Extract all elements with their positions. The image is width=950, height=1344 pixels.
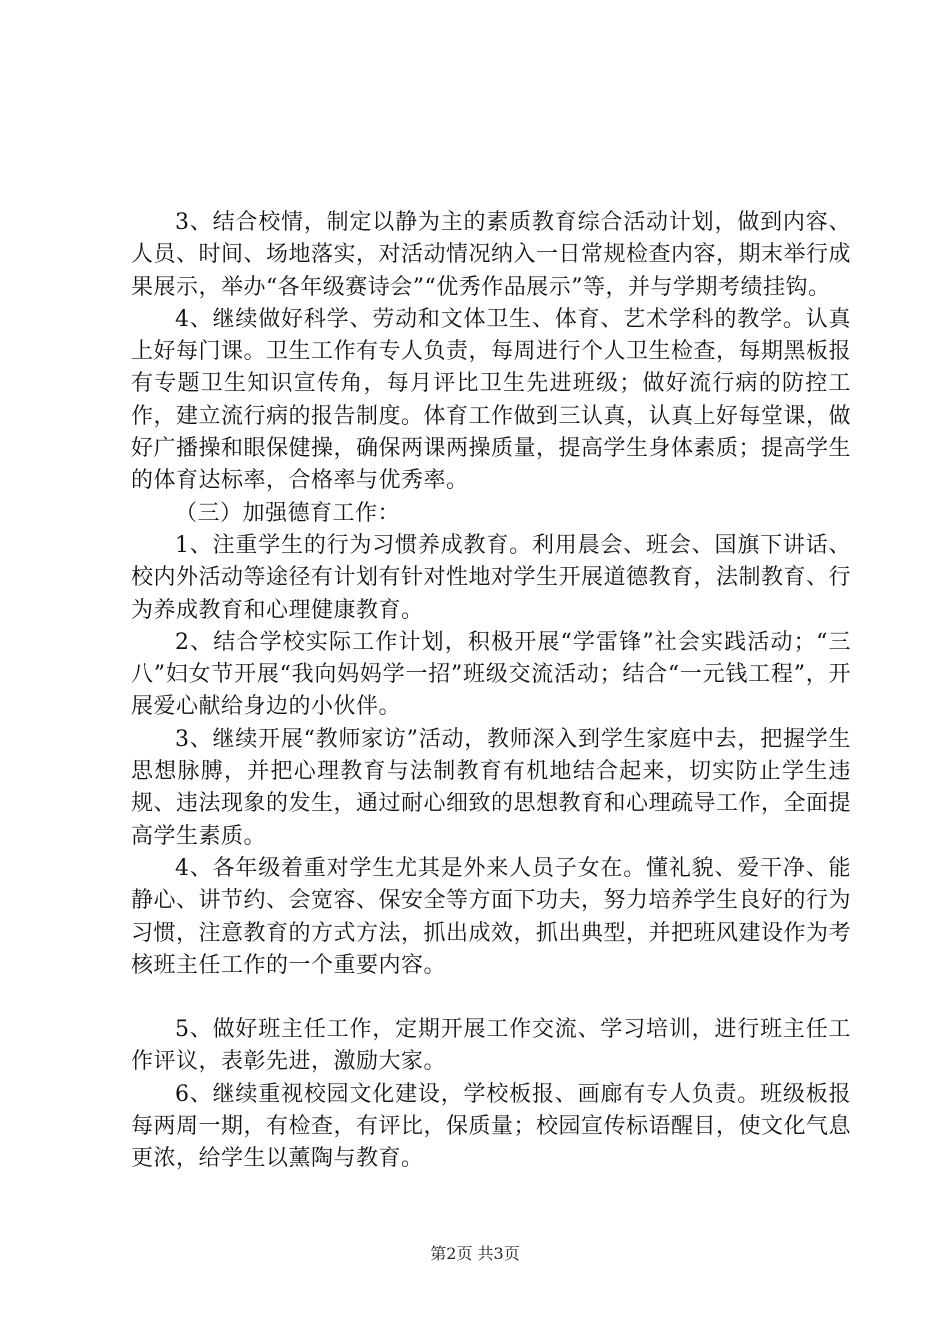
paragraph-moral-1: 1、注重学生的行为习惯养成教育。利用晨会、班会、国旗下讲话、校内外活动等途径有计划有针对性地对学生开展道德教育，法制教育、行为养成教育和心理健康教育。 — [131, 532, 852, 623]
paragraph-item-3: 3、结合校情，制定以静为主的素质教育综合活动计划，做到内容、人员、时间、场地落实，对活动情况纳入一日常规检查内容，期末举行成果展示，举办“各年级赛诗会”“优秀作品展示”等，并与学期考绩挂钩。 — [131, 210, 852, 300]
document-body — [131, 207, 851, 1176]
section-heading: （三）加强德育工作： — [175, 500, 401, 526]
paragraph-spacer — [131, 982, 851, 1014]
paragraph-moral-6: 6、继续重视校园文化建设，学校板报、画廊有专人负责。班级板报每两周一期，有检查，有评比，保质量；校园宣传标语醒目，使文化气息更浓，给学生以薰陶与教育。 — [131, 1081, 852, 1172]
paragraph-moral-4: 4、各年级着重对学生尤其是外来人员子女在。懂礼貌、爱干净、能静心、讲节约、会宽容、保安全等方面下功夫，努力培养学生良好的行为习惯，注意教育的方式方法，抓出成效，抓出典型，并把班风建设作为考核班主任工作的一个重要内容。 — [131, 855, 852, 978]
paragraph-moral-2: 2、结合学校实际工作计划，积极开展“学雷锋”社会实践活动；“三八”妇女节开展“我向妈妈学一招”班级交流活动；结合“一元钱工程”，开展爱心献给身边的小伙伴。 — [131, 629, 851, 720]
paragraph-moral-3: 3、继续开展“教师家访”活动，教师深入到学生家庭中去，把握学生思想脉膊，并把心理教育与法制教育有机地结合起来，切实防止学生违规、违法现象的发生，通过耐心细致的思想教育和心理疏导工作，全面提高学生素质。 — [131, 726, 852, 849]
paragraph-item-4: 4、继续做好科学、劳动和文体卫生、体育、艺术学科的教学。认真上好每门课。卫生工作有专人负责，每周进行个人卫生检查，每期黑板报有专题卫生知识宣传角，每月评比卫生先进班级；做好流行病的防控工作，建立流行病的报告制度。体育工作做到三认真，认真上好每堂课，做好广播操和眼保健操，确保两课两操质量，提高学生身体素质；提高学生的体育达标率，合格率与优秀率。 — [131, 306, 852, 494]
paragraph-moral-5: 5、做好班主任工作，定期开展工作交流、学习培训，进行班主任工作评议，表彰先进，激励大家。 — [131, 1017, 851, 1075]
page-footer: 第2页 共3页 — [430, 1244, 520, 1263]
